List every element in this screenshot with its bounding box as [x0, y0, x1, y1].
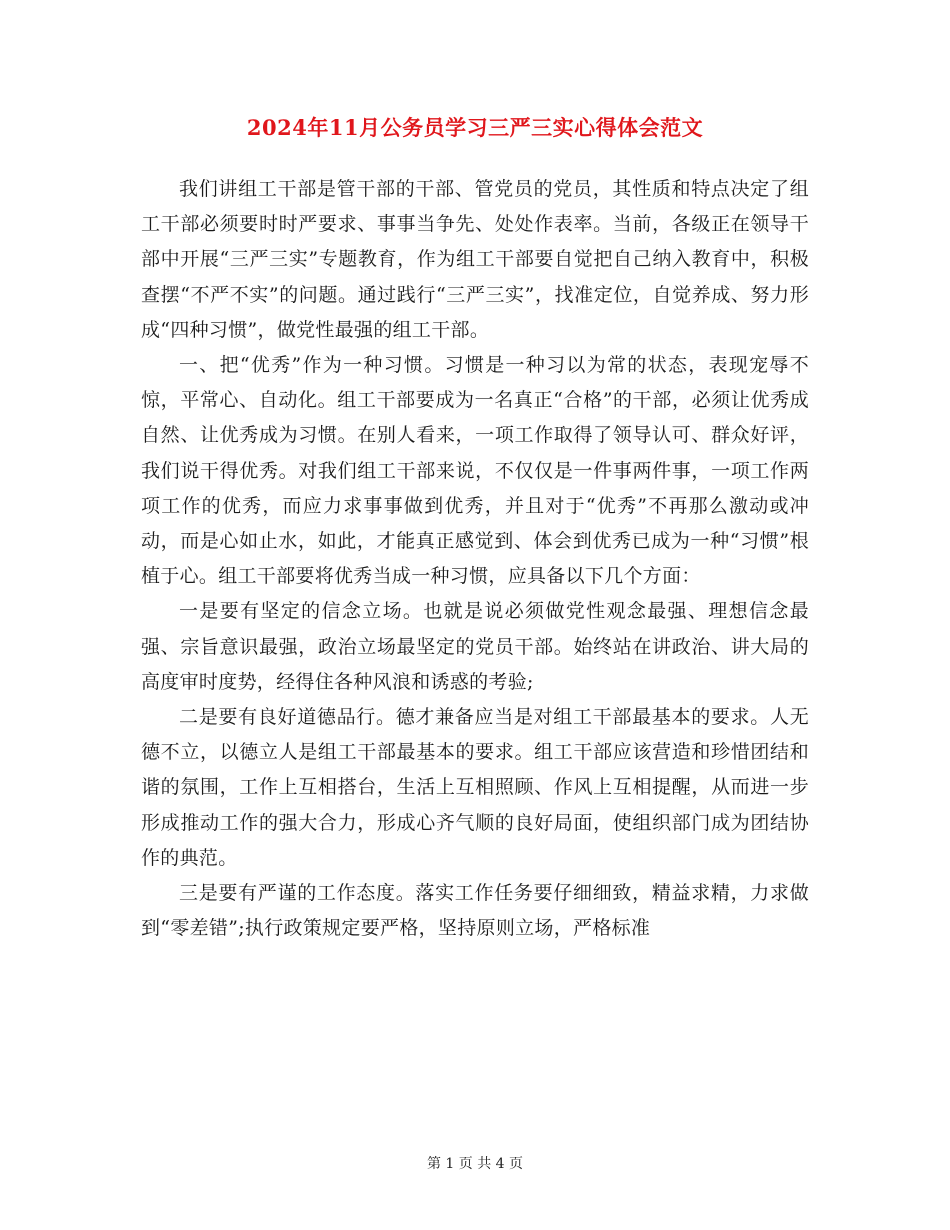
page-number-footer: 第 1 页 共 4 页 — [426, 1156, 524, 1172]
paragraph-point-1: 一是要有坚定的信念立场。也就是说必须做党性观念最强、理想信念最强、宗旨意识最强，政治立场最坚定的党员干部。始终站在讲政治、讲大局的高度审时度势，经得住各种风浪和诱惑的考验; — [141, 600, 809, 693]
paragraph-section-1: 一、把“优秀”作为一种习惯。习惯是一种习以为常的状态，表现宠辱不惊，平常心、自动化。组工干部要成为一名真正“合格”的干部，必须让优秀成自然、让优秀成为习惯。在别人看来，一项工作取得了领导认可、群众好评，我们说干得优秀。对我们组工干部来说，不仅仅是一件事两件事，一项工作两项工作的优秀，而应力求事事做到优秀，并且对于“优秀”不再那么激动或冲动，而是心如止水，如此，才能真正感觉到、体会到优秀已成为一种“习惯”根植于心。组工干部要将优秀当成一种习惯，应具备以下几个方面： — [141, 354, 809, 588]
paragraph-point-3: 三是要有严谨的工作态度。落实工作任务要仔细细致，精益求精，力求做到“零差错”;执行政策规定要严格，坚持原则立场，严格标准 — [141, 882, 809, 940]
paragraph-point-2: 二是要有良好道德品行。德才兼备应当是对组工干部最基本的要求。人无德不立，以德立人是组工干部最基本的要求。组工干部应该营造和珍惜团结和谐的氛围，工作上互相搭台，生活上互相照顾、作风上互相提醒，从而进一步形成推动工作的强大合力，形成心齐气顺的良好局面，使组织部门成为团结协作的典范。 — [141, 706, 809, 869]
document-body — [141, 172, 809, 946]
document-title: 2024年11月公务员学习三严三实心得体会范文 — [246, 115, 704, 140]
paragraph-intro: 我们讲组工干部是管干部的干部、管党员的党员，其性质和特点决定了组工干部必须要时时严要求、事事当争先、处处作表率。当前，各级正在领导干部中开展“三严三实”专题教育，作为组工干部要自觉把自己纳入教育中，积极查摆“不严不实”的问题。通过践行“三严三实”，找准定位，自觉养成、努力形成“四种习惯”，做党性最强的组工干部。 — [141, 178, 809, 341]
